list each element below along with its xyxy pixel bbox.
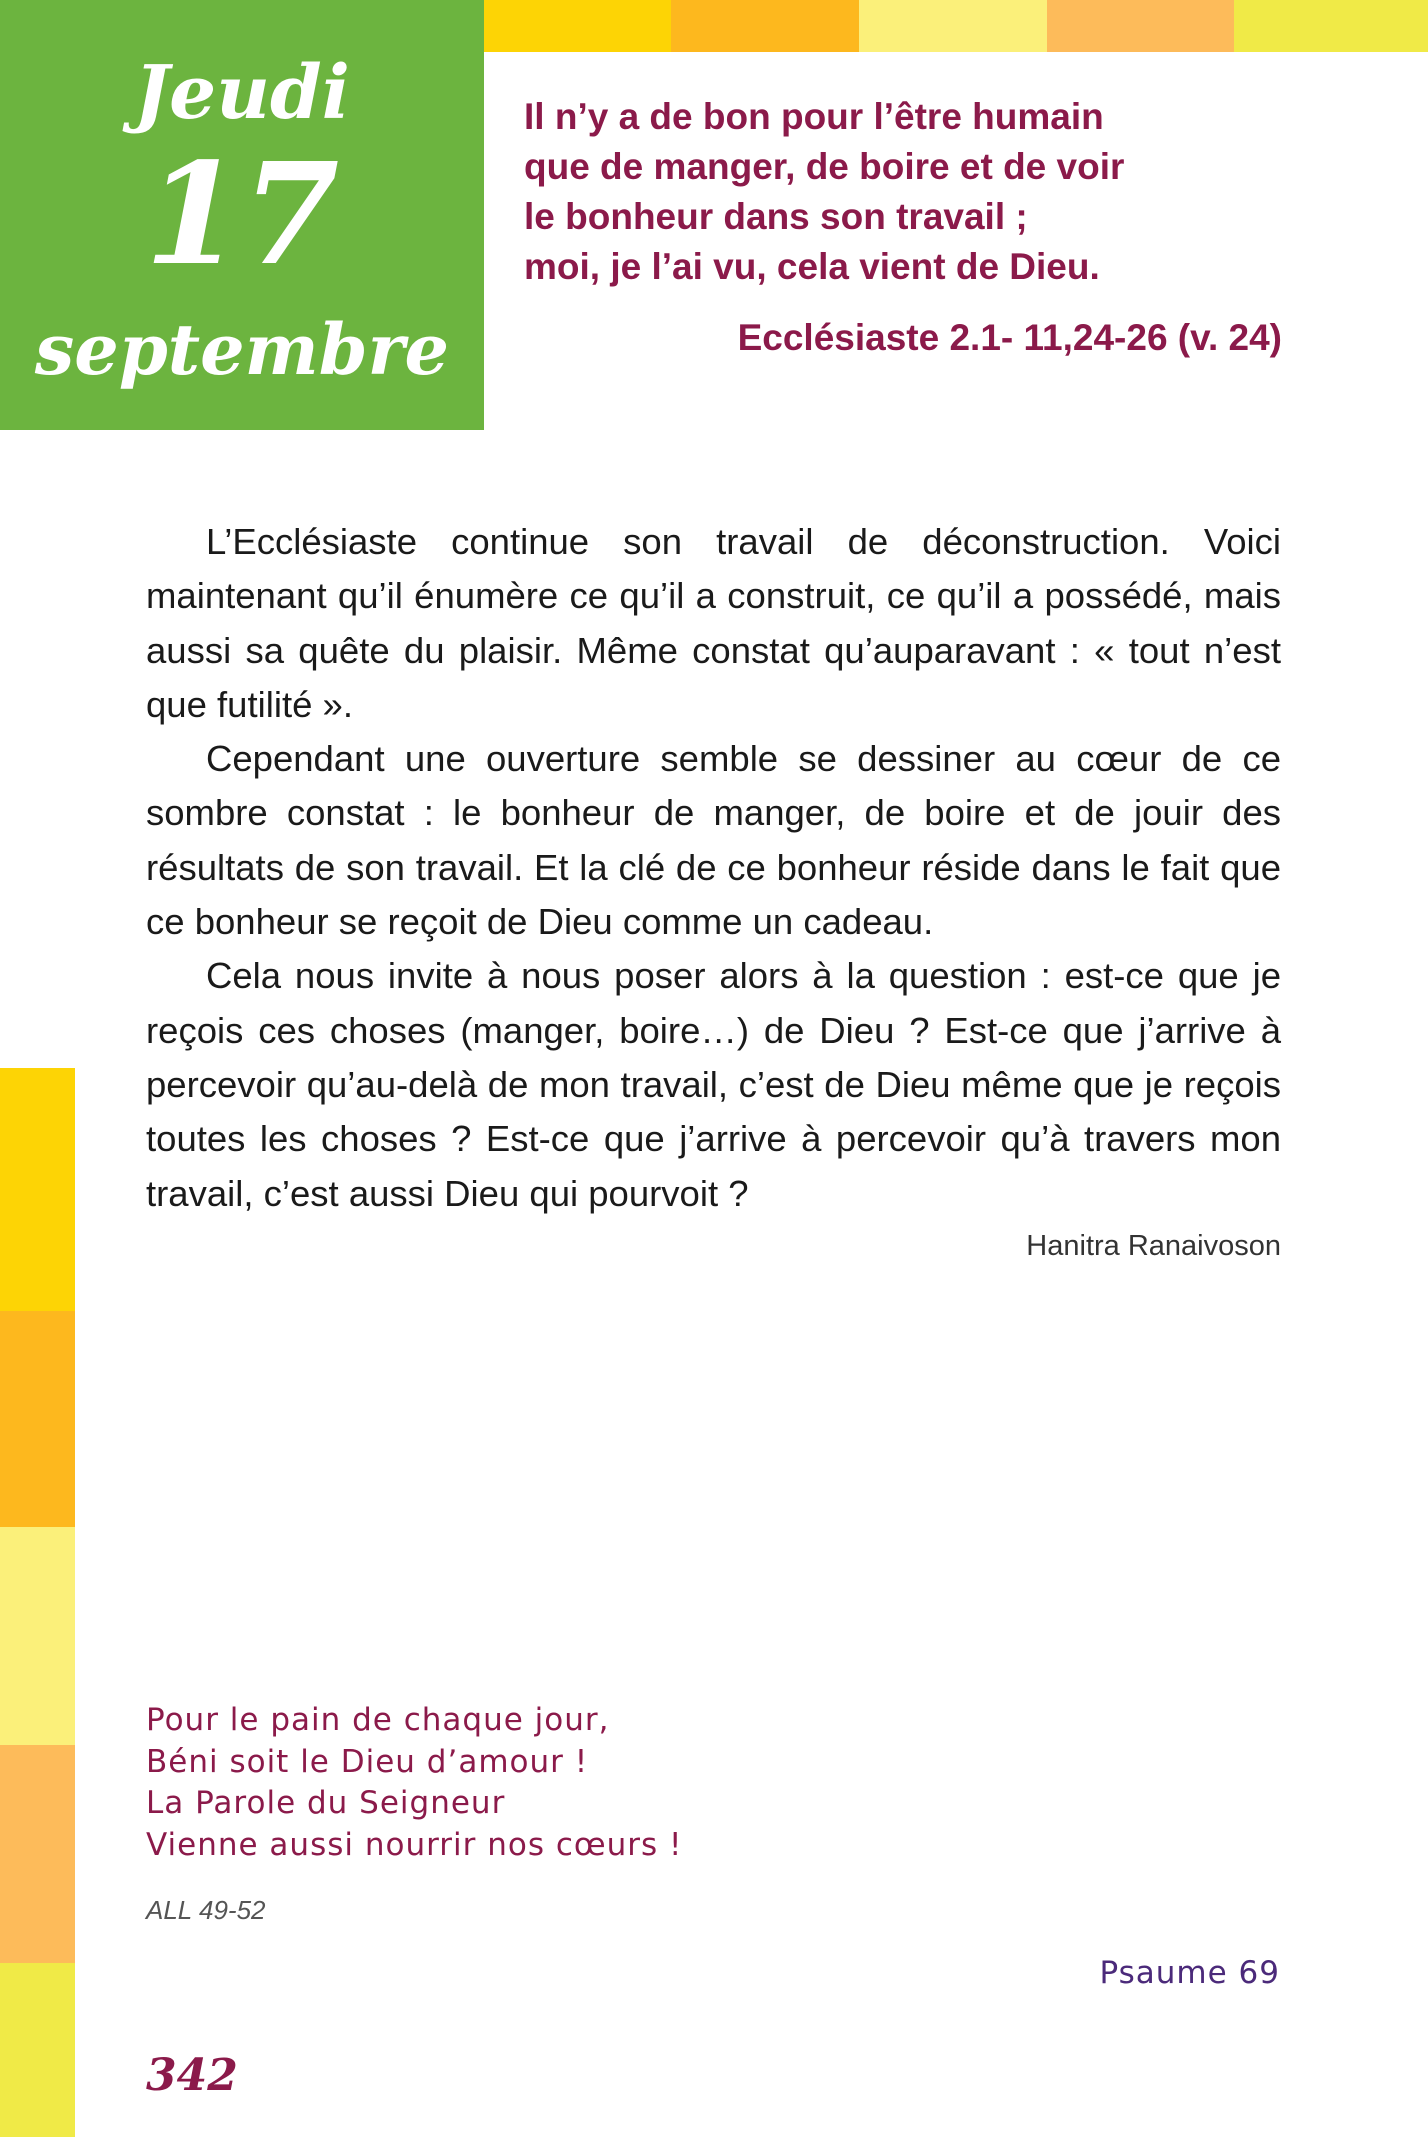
verse-line: moi, je l’ai vu, cela vient de Dieu.	[524, 246, 1100, 287]
top-stripe	[1047, 0, 1234, 52]
hymn-line: Vienne aussi nourrir nos cœurs !	[146, 1826, 683, 1863]
side-stripe	[0, 1963, 75, 2137]
psalm-reference: Psaume 69	[1099, 1955, 1280, 1991]
verse-line: Il n’y a de bon pour l’être humain	[524, 96, 1104, 137]
meditation-paragraph: L’Ecclésiaste continue son travail de déconstruction. Voici maintenant qu’il énumère ce qu’il a construit, ce qu’il a possédé, mais aussi sa quête du plaisir. Même constat qu’auparavant : « tout n’est que futilité ».	[146, 521, 1281, 725]
meditation-paragraph: Cela nous invite à nous poser alors à la question : est-ce que je reçois ces choses (manger, boire…) de Dieu ? Est-ce que j’arrive à percevoir qu’au-delà de mon travail, c’est de Dieu même que je reçois toutes les choses ? Est-ce que j’arrive à percevoir qu’à travers mon travail, c’est aussi Dieu qui pourvoit ?	[146, 955, 1281, 1214]
meditation-paragraph: Cependant une ouverture semble se dessiner au cœur de ce sombre constat : le bonheur de manger, de boire et de jouir des résultats de son travail. Et la clé de ce bonheur réside dans le fait que ce bonheur se reçoit de Dieu comme un cadeau.	[146, 738, 1281, 943]
day-name: Jeudi	[134, 50, 350, 136]
top-color-stripes	[484, 0, 1428, 52]
top-stripe	[484, 0, 671, 52]
day-number: 17	[144, 133, 340, 297]
top-stripe	[671, 0, 859, 52]
hymn-verse	[146, 1700, 682, 1866]
meditation-text	[146, 515, 1281, 1221]
hymn-reference: ALL 49-52	[146, 1895, 266, 1925]
side-color-stripes	[0, 1068, 75, 2137]
hymn-line: La Parole du Seigneur	[146, 1785, 506, 1821]
hymn-line: Béni soit le Dieu d’amour !	[146, 1743, 589, 1780]
verse-line: que de manger, de boire et de voir	[524, 146, 1125, 187]
page-number: 342	[146, 2050, 238, 2101]
month-name: septembre	[34, 308, 450, 391]
top-stripe	[859, 0, 1047, 52]
date-block	[0, 0, 484, 430]
side-stripe	[0, 1068, 75, 1311]
side-stripe	[0, 1527, 75, 1745]
top-stripe	[1234, 0, 1428, 52]
author-name: Hanitra Ranaivoson	[1026, 1230, 1281, 1262]
side-stripe	[0, 1311, 75, 1527]
bible-verse	[524, 92, 1304, 292]
verse-reference: Ecclésiaste 2.1- 11,24-26 (v. 24)	[737, 317, 1282, 358]
verse-line: le bonheur dans son travail ;	[524, 196, 1028, 237]
hymn-line: Pour le pain de chaque jour,	[146, 1702, 610, 1738]
side-stripe	[0, 1745, 75, 1963]
